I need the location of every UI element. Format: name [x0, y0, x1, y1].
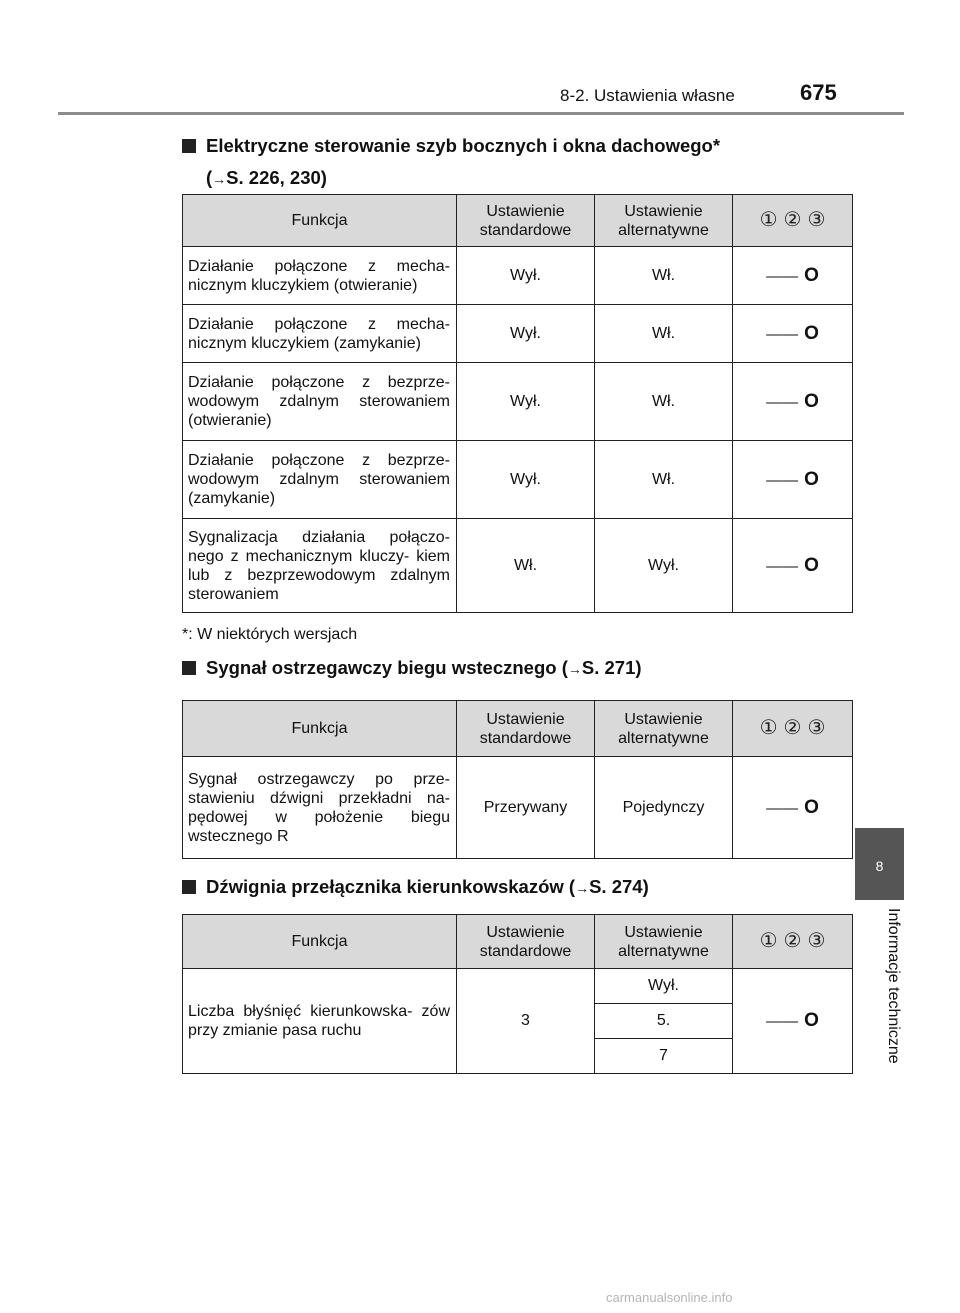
section-heading-turn-signal — [182, 871, 649, 904]
table-header-row — [183, 701, 853, 757]
circle-mark: O — [804, 796, 819, 818]
circled-2-icon: ② — [783, 928, 802, 952]
dash-mark: — — [766, 471, 783, 489]
alternative-value: 5. — [595, 1004, 733, 1039]
alternative-value: Wył. — [595, 969, 733, 1004]
footnote: *: W niektórych wersjach — [182, 626, 358, 643]
dash-mark: — — [766, 267, 783, 285]
marker-cell — [733, 305, 853, 363]
settings-table-turn-signal — [182, 914, 853, 1074]
marker-cell — [733, 757, 853, 859]
alternative-value: Pojedynczy — [595, 757, 733, 859]
settings-table-windows — [182, 194, 853, 613]
arrow-icon: → — [567, 661, 582, 677]
circled-1-icon: ① — [759, 207, 778, 231]
circled-3-icon: ③ — [807, 928, 826, 952]
page-reference: S. 274) — [589, 876, 649, 897]
section-title: Sygnał ostrzegawczy biegu wstecznego ( — [206, 657, 568, 678]
circle-mark: O — [804, 322, 819, 344]
column-header-alternative: Ustawienie alternatywne — [595, 701, 733, 757]
column-header-default: Ustawienie standardowe — [457, 195, 595, 247]
function-cell: Liczba błyśnięć kierunkowska- zów przy zmianie pasa ruchu — [183, 969, 457, 1074]
table-row — [183, 441, 853, 519]
arrow-icon: → — [575, 880, 590, 896]
dash-mark: — — [766, 557, 783, 575]
column-header-markers — [733, 915, 853, 969]
circle-mark: O — [804, 264, 819, 286]
alternative-value: 7 — [595, 1039, 733, 1074]
default-value: Wył. — [457, 363, 595, 441]
marker-cell — [733, 441, 853, 519]
dash-mark: — — [766, 325, 783, 343]
column-header-markers — [733, 701, 853, 757]
alternative-value: Wył. — [595, 519, 733, 613]
header-rule — [58, 112, 904, 115]
function-cell: Działanie połączone z bezprze- wodowym zdalnym sterowaniem (otwieranie) — [183, 363, 457, 441]
marker-cell — [733, 363, 853, 441]
table-row — [183, 363, 853, 441]
watermark: carmanualsonline.info — [606, 1290, 733, 1305]
table-row — [183, 757, 853, 859]
alternative-value: Wł. — [595, 441, 733, 519]
arrow-icon: → — [212, 171, 227, 187]
table-row — [183, 519, 853, 613]
dash-mark: — — [766, 799, 783, 817]
chapter-label: Informacje techniczne — [885, 908, 902, 1064]
alternative-value: Wł. — [595, 305, 733, 363]
table-row — [183, 247, 853, 305]
default-value: Przerywany — [457, 757, 595, 859]
dash-mark: — — [766, 393, 783, 411]
header-title: 8-2. Ustawienia własne — [560, 86, 735, 105]
column-header-default: Ustawienie standardowe — [457, 915, 595, 969]
square-bullet-icon — [182, 880, 196, 894]
column-header-markers — [733, 195, 853, 247]
default-value: Wył. — [457, 305, 595, 363]
section-heading-windows — [182, 130, 720, 195]
dash-mark: — — [782, 1013, 799, 1030]
chapter-number: 8 — [875, 858, 884, 874]
circled-2-icon: ② — [783, 207, 802, 231]
column-header-function: Funkcja — [183, 701, 457, 757]
circle-mark: O — [804, 554, 819, 576]
column-header-function: Funkcja — [183, 915, 457, 969]
marker-cell — [733, 247, 853, 305]
dash-mark: — — [782, 393, 799, 411]
function-cell: Sygnał ostrzegawczy po prze- stawieniu dźwigni przekładni na- pędowej w położenie biegu wstecznego R — [183, 757, 457, 859]
page-reference: S. 226, 230) — [226, 167, 327, 188]
circled-1-icon: ① — [759, 928, 778, 952]
dash-mark: — — [782, 471, 799, 489]
table-row — [183, 305, 853, 363]
ref-open: ( — [206, 167, 213, 188]
settings-table-reverse-warning — [182, 700, 853, 859]
column-header-function: Funkcja — [183, 195, 457, 247]
circled-3-icon: ③ — [807, 207, 826, 231]
default-value: 3 — [457, 969, 595, 1074]
function-cell: Działanie połączone z mecha- nicznym kluczykiem (zamykanie) — [183, 305, 457, 363]
default-value: Wył. — [457, 441, 595, 519]
table-header-row — [183, 195, 853, 247]
default-value: Wył. — [457, 247, 595, 305]
column-header-default: Ustawienie standardowe — [457, 701, 595, 757]
dash-mark: — — [782, 799, 799, 817]
square-bullet-icon — [182, 139, 196, 153]
marker-cell — [733, 519, 853, 613]
marker-cell — [733, 969, 853, 1074]
chapter-tab — [855, 828, 904, 900]
section-title: Dźwignia przełącznika kierunkowskazów ( — [206, 876, 576, 897]
alternative-value: Wł. — [595, 247, 733, 305]
dash-mark: — — [766, 1013, 783, 1030]
page-number: 675 — [800, 80, 837, 105]
column-header-alternative: Ustawienie alternatywne — [595, 915, 733, 969]
page-reference: S. 271) — [581, 657, 642, 678]
circled-3-icon: ③ — [807, 715, 826, 739]
circled-1-icon: ① — [759, 715, 778, 739]
circled-2-icon: ② — [783, 715, 802, 739]
section-heading-reverse-warning — [182, 652, 642, 685]
circle-mark: O — [804, 1010, 819, 1031]
default-value: Wł. — [457, 519, 595, 613]
function-cell: Działanie połączone z mecha- nicznym kluczykiem (otwieranie) — [183, 247, 457, 305]
column-header-alternative: Ustawienie alternatywne — [595, 195, 733, 247]
table-header-row — [183, 915, 853, 969]
circle-mark: O — [804, 468, 819, 490]
alternative-value: Wł. — [595, 363, 733, 441]
section-title: Elektryczne sterowanie szyb bocznych i okna dachowego* — [206, 135, 721, 156]
dash-mark: — — [782, 325, 799, 343]
table-row — [183, 969, 853, 1004]
circle-mark: O — [804, 390, 819, 412]
function-cell: Sygnalizacja działania połączo- nego z mechanicznym kluczy- kiem lub z bezprzewodowym zdalnym sterowaniem — [183, 519, 457, 613]
square-bullet-icon — [182, 661, 196, 675]
dash-mark: — — [782, 267, 799, 285]
function-cell: Działanie połączone z bezprze- wodowym zdalnym sterowaniem (zamykanie) — [183, 441, 457, 519]
dash-mark: — — [782, 557, 799, 575]
